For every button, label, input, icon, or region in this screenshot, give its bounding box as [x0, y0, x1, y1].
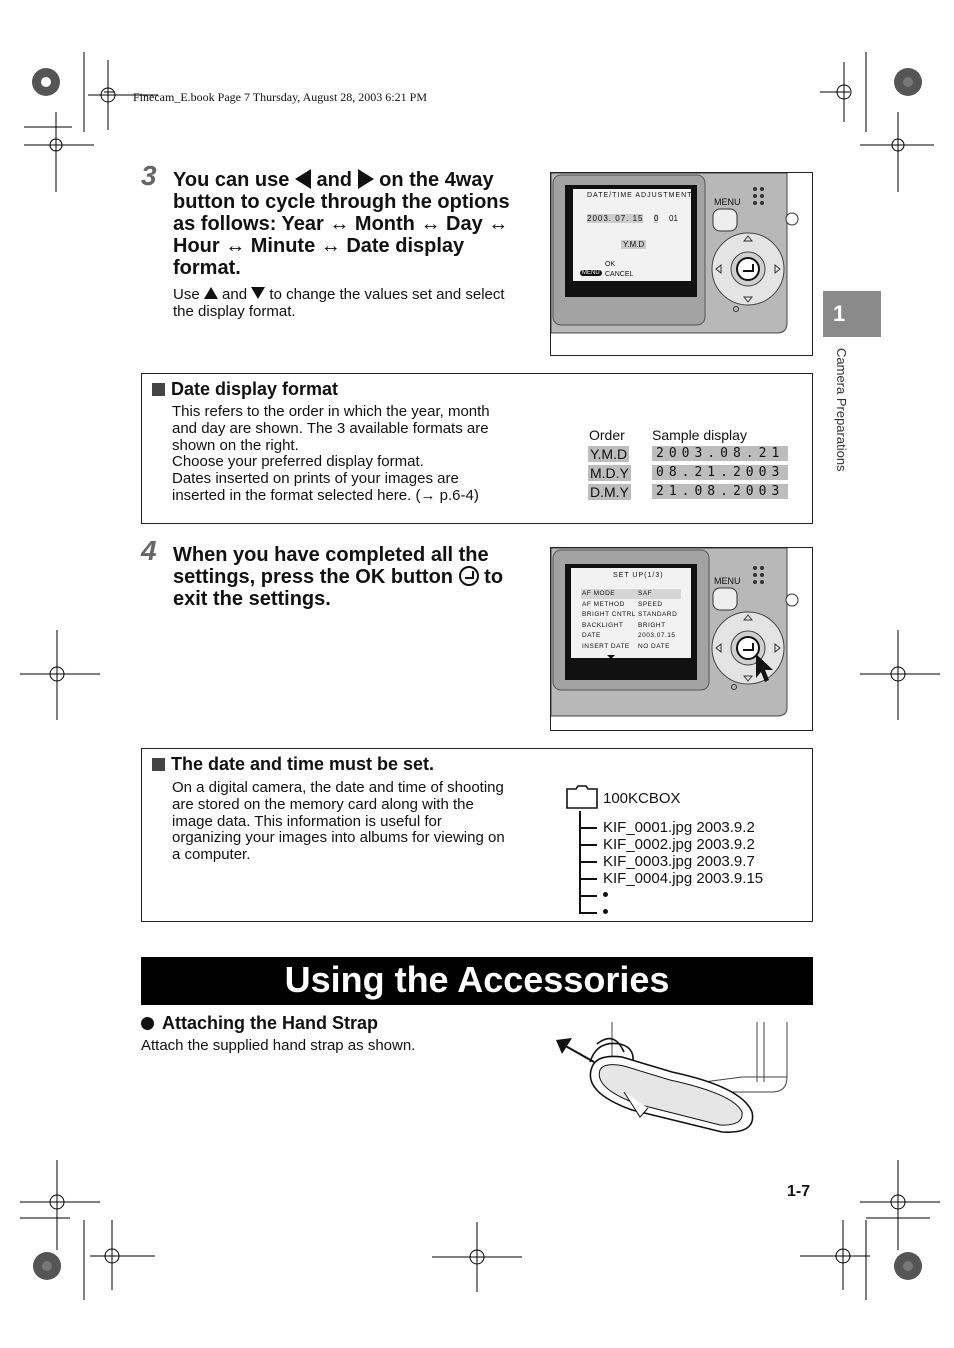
folder-name: 100KCBOX	[603, 790, 681, 807]
setup-row: INSERT DATE NO DATE	[582, 642, 670, 650]
right-arrow-icon	[358, 169, 374, 189]
square-bullet-icon	[152, 758, 165, 771]
camera-back-icon	[551, 173, 812, 355]
col-sample-header: Sample display	[652, 427, 747, 443]
order-dmy: D.M.Y	[590, 484, 629, 500]
ellipsis-dot	[603, 909, 608, 914]
lcd-ok: OK	[605, 261, 616, 268]
sample-ymd: 2003.08.21	[652, 446, 788, 461]
page-number: 1-7	[787, 1183, 811, 1200]
left-arrow-icon	[295, 169, 311, 189]
box-title: The date and time must be set.	[152, 754, 434, 775]
hand-strap-illustration	[552, 1022, 792, 1137]
down-arrow-icon	[251, 287, 265, 299]
square-bullet-icon	[152, 383, 165, 396]
file-header: Finecam_E.book Page 7 Thursday, August 28, 2003 6:21 PM	[133, 90, 427, 104]
lcd-format: Y.M.D	[623, 240, 645, 249]
camera-illustration-date-adjust	[550, 172, 813, 356]
order-ymd: Y.M.D	[590, 446, 628, 462]
step-4-title: When you have completed all the settings, press the OK button to exit the settings.	[173, 544, 504, 610]
lcd-setup-list	[582, 589, 677, 653]
registration-mark-right-middle	[860, 630, 940, 720]
subheading-text: Attach the supplied hand strap as shown.	[141, 1037, 416, 1054]
chapter-label: Camera Preparations	[834, 348, 849, 472]
list-item: KIF_0003.jpg 2003.9.7	[603, 853, 755, 870]
step-3-title: You can use and on the 4way button to cycle through the options as follows: Year ↔ Month ↔ Day ↔ Hour ↔ Minute ↔ Date display format.	[173, 169, 510, 279]
chapter-tab: 1	[823, 291, 881, 337]
step-3-number: 3	[141, 160, 157, 191]
registration-mark-bottom-left	[20, 1160, 160, 1300]
sample-mdy: 08.21.2003	[652, 465, 788, 480]
lcd-setup-title: SET UP(1/3)	[613, 572, 664, 579]
lcd-value-left: 0	[654, 214, 659, 223]
setup-row: BRIGHT CNTRL STANDARD	[582, 611, 678, 619]
list-item: KIF_0001.jpg 2003.9.2	[603, 819, 755, 836]
registration-mark-bottom-center	[432, 1222, 522, 1292]
circle-bullet-icon	[141, 1017, 154, 1030]
section-title: Using the Accessories	[141, 957, 813, 1005]
subheading: Attaching the Hand Strap	[141, 1013, 378, 1034]
registration-mark-left-middle	[20, 630, 100, 720]
setup-row: AF METHOD SPEED	[582, 600, 663, 608]
sample-dmy: 21.08.2003	[652, 484, 788, 499]
date-time-note-box	[141, 748, 813, 922]
lcd-menu-badge: MENU	[582, 270, 600, 276]
lcd-value-right: 01	[669, 214, 678, 223]
registration-mark-top-right	[820, 52, 934, 192]
lcd-title: DATE/TIME ADJUSTMENT	[587, 192, 693, 199]
box-title: Date display format	[152, 379, 338, 400]
date-display-format-box	[141, 373, 813, 524]
step-3-subtext: Use and to change the values set and select the display format.	[173, 286, 505, 320]
ok-button-icon	[459, 566, 479, 586]
menu-button-label: MENU	[714, 576, 741, 586]
lcd-date: 2003. 07. 15	[587, 214, 644, 223]
file-list	[603, 819, 763, 887]
list-item: KIF_0004.jpg 2003.9.15	[603, 870, 764, 887]
col-order-header: Order	[589, 427, 625, 443]
ellipsis-dot	[603, 892, 608, 897]
folder-icon	[566, 785, 598, 809]
box-text: This refers to the order in which the year, month and day are shown. The 3 available formats are shown on the right. Choose your preferred display format. Dates inserted on prints of your images are inserted in the format selected here. (→ p.6-4)	[172, 403, 490, 504]
order-mdy: M.D.Y	[590, 465, 629, 481]
menu-button-label: MENU	[714, 197, 741, 207]
setup-row: DATE 2003.07.15	[582, 632, 676, 640]
step-4-number: 4	[141, 535, 157, 566]
setup-row: AF MODE SAF	[582, 590, 653, 597]
list-item: KIF_0002.jpg 2003.9.2	[603, 836, 755, 853]
setup-row: BACKLIGHT BRIGHT	[582, 621, 666, 629]
camera-illustration-setup	[550, 547, 813, 731]
lcd-cancel: CANCEL	[605, 271, 634, 278]
box-text: On a digital camera, the date and time of shooting are stored on the memory card along with the image data. This information is useful for organizing your images into albums for viewing on a computer.	[172, 779, 505, 864]
up-arrow-icon	[204, 287, 218, 299]
registration-mark-bottom-right	[800, 1160, 940, 1300]
